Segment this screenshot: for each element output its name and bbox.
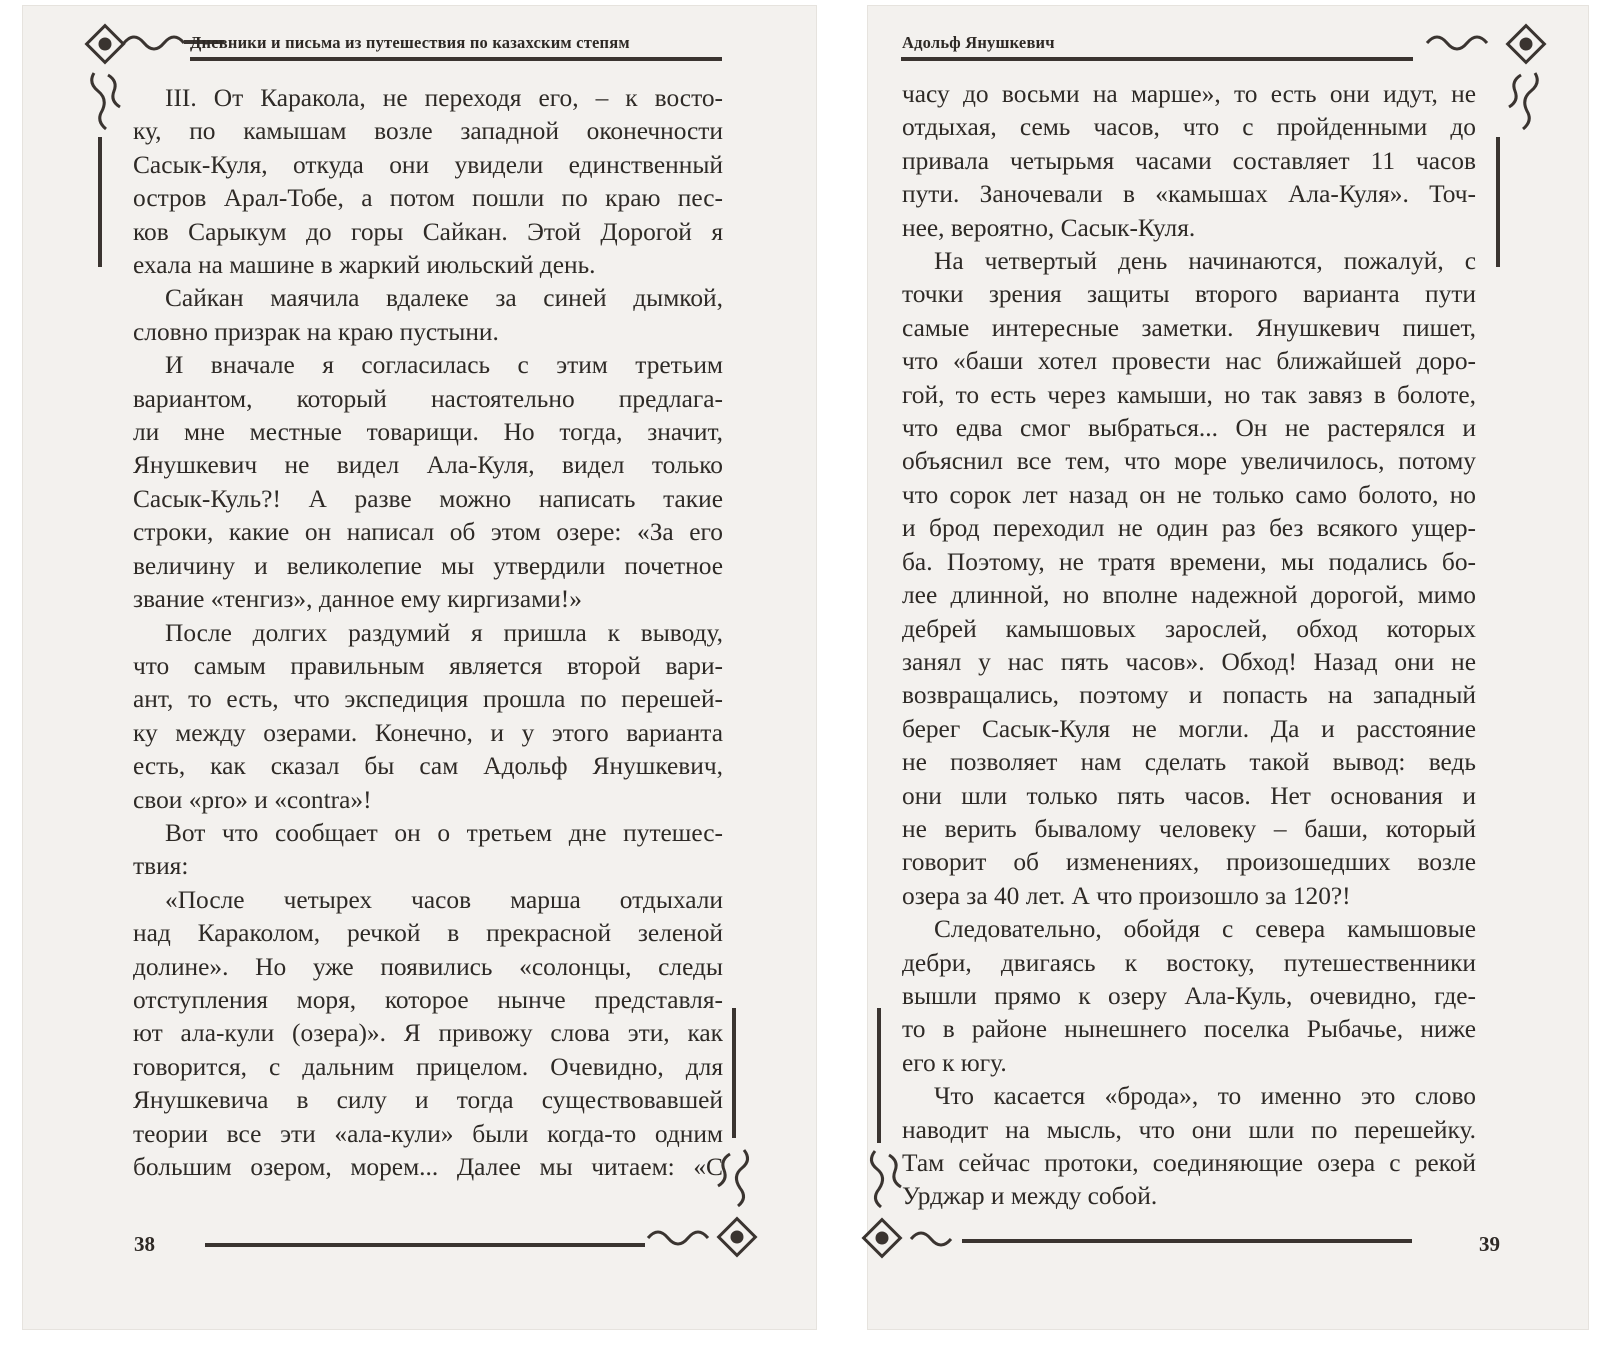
footer-rule [205,1243,645,1247]
text-line: Янушкевича в силу и тогда существовавшей [133,1086,723,1115]
margin-bar [98,137,102,267]
text-line: строки, какие он написал об этом озере: «За его [133,518,723,547]
text-line: звание «тенгиз», данное ему киргизами!» [133,585,582,614]
text-line: гой, то есть через камыши, но так завяз в болоте, [902,380,1476,409]
text-line: долине». Но уже появились «солонцы, следы [133,952,723,981]
footer-rule [962,1239,1412,1243]
margin-bar [1496,137,1500,267]
text-line: Сасык-Куля, откуда они увидели единственный [133,150,723,179]
text-line: После долгих раздумий я пришла к выводу, [165,618,723,647]
margin-bar [877,1008,881,1143]
text-line: над Караколом, речкой в прекрасной зеленой [133,919,723,948]
text-line: озера за 40 лет. А что произошло за 120?! [902,881,1351,910]
text-line: ба. Поэтому, не тратя времени, мы подались бо- [902,547,1476,576]
text-line: отступления моря, которое нынче представля- [133,985,723,1014]
bottom-left-ornament-icon [855,1145,975,1265]
text-line: что сорок лет назад он не только само болото, но [902,480,1476,509]
text-line: его к югу. [902,1048,1007,1077]
margin-bar [732,1008,736,1138]
text-line: нее, вероятно, Сасык-Куля. [902,213,1196,242]
body-text [902,78,1476,1214]
text-line: Янушкевич не видел Ала-Куля, видел только [133,451,723,480]
text-line: Урджар и между собой. [902,1182,1158,1211]
text-line: Следовательно, обойдя с севера камышовые [934,915,1476,944]
page-number: 39 [1479,1232,1500,1256]
text-line: ков Сарыкум до горы Сайкан. Этой Дорогой я [133,217,723,246]
text-line: ку между озерами. Конечно, и у этого варианта [133,718,723,747]
text-line: что едва смог выбраться... Он не растерялся и [902,414,1476,443]
text-line: свои «pro» и «contra»! [133,785,372,814]
text-line: часу до восьми на марше», то есть они идут, не [902,80,1476,108]
text-line: вышли прямо к озеру Ала-Куль, очевидно, где- [902,981,1476,1010]
text-line: твия: [133,852,189,881]
text-line: привала четырьмя часами составляет 11 часов [902,146,1476,175]
header-rule [190,57,722,61]
text-line: наводит на мысль, что они шли по перешейку. [902,1115,1476,1144]
text-line: говорит об изменениях, произошедших возле [902,848,1476,877]
text-line: что «баши хотел провести нас ближайшей доро- [902,347,1476,376]
text-line: Сайкан маячила вдалеке за синей дымкой, [165,284,723,313]
right-page [867,5,1589,1330]
text-line: они шли только пять часов. Нет основания и [902,781,1476,810]
text-line: дебрей камышовых зарослей, обход которых [902,614,1476,643]
text-line: то в районе нынешнего поселка Рыбачье, ниже [902,1015,1476,1044]
text-line: точки зрения защиты второго варианта пути [902,280,1476,309]
text-line: и брод переходил не один раз без всякого ущер- [902,514,1476,543]
text-line: отдыхая, семь часов, что с пройденными до [902,113,1476,142]
text-line: большим озером, морем... Далее мы читаем: «С [133,1153,723,1181]
text-line: ли мне местные товарищи. Но тогда, значит, [133,418,723,447]
text-line: вариантом, который настоятельно предлага- [133,384,723,413]
bottom-right-ornament-icon [644,1140,764,1260]
text-line: ехала на машине в жаркий июльский день. [133,251,596,280]
text-line: что самым правильным является второй вари- [133,651,723,680]
text-line: лее длинной, но вполне надежной дорогой, мимо [902,581,1476,610]
text-line: ку, по камышам возле западной оконечности [133,117,723,146]
running-header: Дневники и письма из путешествия по казахским степям [190,33,630,52]
text-line: не позволяет нам сделать такой вывод: ведь [902,748,1476,777]
text-line: говорится, с дальним прицелом. Очевидно, для [133,1052,723,1081]
header-rule [901,57,1413,61]
text-line: Там сейчас протоки, соединяющие озера с рекой [902,1149,1476,1177]
text-line: остров Арал-Тобе, а потом пошли по краю пес- [133,184,723,213]
text-line: словно призрак на краю пустыни. [133,317,499,346]
text-line: объяснил все тем, что море увеличилось, потому [902,447,1476,476]
text-line: И вначале я согласилась с этим третьим [165,351,723,380]
text-line: Сасык-Куль?! А разве можно написать такие [133,484,723,513]
page-number: 38 [134,1232,155,1256]
text-line: На четвертый день начинаются, пожалуй, с [934,247,1476,276]
text-line: пути. Заночевали в «камышах Ала-Куля». Точ- [902,180,1476,209]
text-line: «После четырех часов марша отдыхали [165,885,723,914]
text-line: самые интересные заметки. Янушкевич пишет, [902,313,1476,342]
text-line: Вот что сообщает он о третьем дне путешес- [165,818,723,847]
text-line: ют ала-кули (озера)». Я привожу слова эти, как [133,1019,723,1048]
text-line: величину и великолепие мы утвердили почетное [133,551,723,580]
text-line: занял у нас пять часов». Обход! Назад они не [902,647,1476,676]
text-line: не верить бывалому человеку – баши, который [902,814,1476,843]
body-text [133,82,723,1184]
text-line: дебри, двигаясь к востоку, путешественники [902,948,1476,977]
text-line: берег Сасык-Куля не могли. Да и расстояние [902,714,1476,743]
running-header: Адольф Янушкевич [902,33,1055,52]
text-line: есть, как сказал бы сам Адольф Янушкевич, [133,752,723,781]
text-line: III. От Каракола, не переходя его, – к восто- [165,84,723,112]
text-line: Что касается «брода», то именно это слово [934,1082,1476,1111]
text-line: ант, то есть, что экспедиция прошла по перешей- [133,685,723,714]
left-page [22,5,817,1330]
text-line: возвращались, поэтому и попасть на западный [902,681,1476,710]
text-line: теории все эти «ала-кули» были когда-то одним [133,1119,723,1148]
